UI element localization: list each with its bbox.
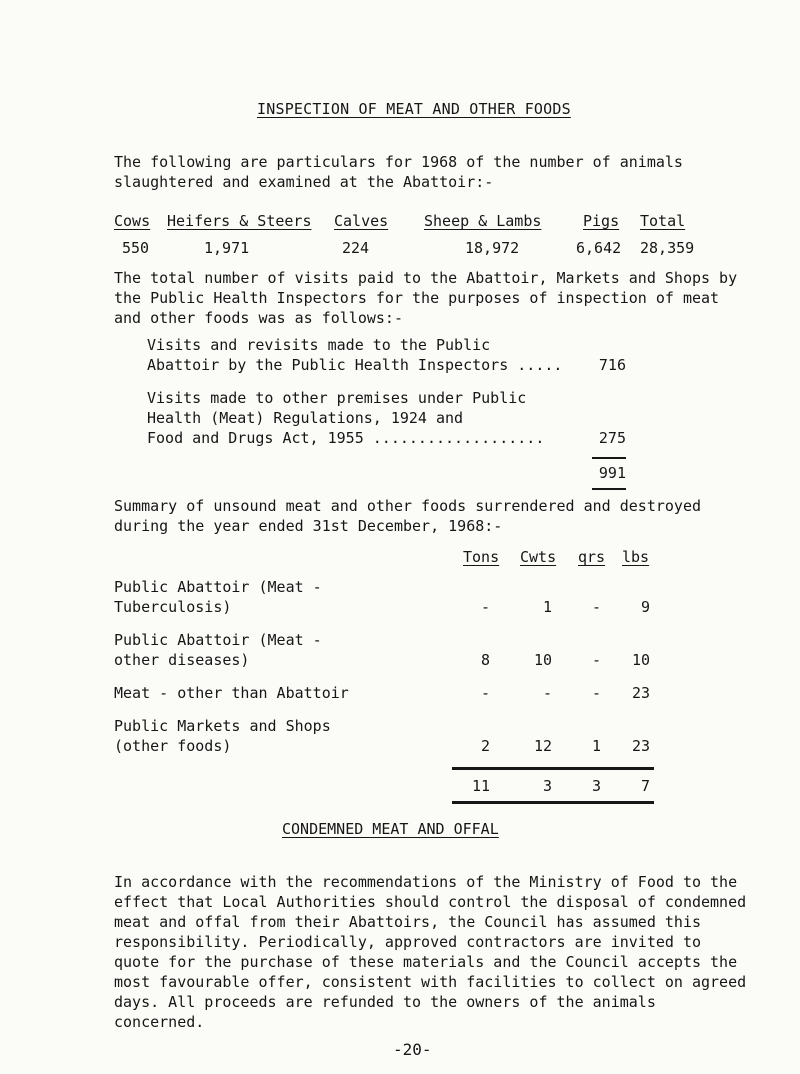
summary-row3-tons: - — [480, 684, 490, 702]
summary-row2-label-line1: Public Abattoir (Meat - — [114, 631, 322, 649]
summary-row2-lbs: 10 — [631, 651, 650, 669]
summary-row4-label-line1: Public Markets and Shops — [114, 717, 331, 735]
summary-row2-qrs: - — [591, 651, 601, 669]
summary-total-lbs: 7 — [640, 777, 650, 795]
summary-row4-qrs: 1 — [591, 737, 601, 755]
animals-value-pigs: 6,642 — [576, 239, 622, 257]
visits-item2-value: 275 — [598, 429, 626, 447]
summary-row1-label-line2: Tuberculosis) — [114, 598, 232, 616]
animals-header-calves: Calves — [334, 212, 389, 230]
summary-total-rule-top — [452, 767, 654, 770]
summary-row2-label-line2: other diseases) — [114, 651, 250, 669]
page-number: -20- — [393, 1040, 432, 1059]
summary-row2-cwts: 10 — [533, 651, 552, 669]
visits-item2-line1: Visits made to other premises under Public — [147, 389, 527, 407]
summary-total-tons: 11 — [471, 777, 490, 795]
summary-header-tons: Tons — [463, 548, 500, 566]
summary-row3-lbs: 23 — [631, 684, 650, 702]
summary-row4-cwts: 12 — [533, 737, 552, 755]
visits-item1-value: 716 — [598, 356, 626, 374]
offal-heading: CONDEMNED MEAT AND OFFAL — [282, 820, 499, 838]
summary-row1-tons: - — [480, 598, 490, 616]
summary-total-rule-bottom — [452, 801, 654, 804]
visits-total-rule — [592, 457, 626, 459]
visits-item2-line2: Health (Meat) Regulations, 1924 and — [147, 409, 464, 427]
intro-paragraph: The following are particulars for 1968 of the number of animals slaughtered and examined at the Abattoir:- — [114, 153, 683, 191]
summary-row3-label-line1: Meat - other than Abattoir — [114, 684, 349, 702]
summary-header-cwts: Cwts — [520, 548, 557, 566]
animals-value-total: 28,359 — [640, 239, 695, 257]
visits-total: 991 — [598, 464, 626, 482]
animals-value-cows: 550 — [122, 239, 150, 257]
summary-row4-label-line2: (other foods) — [114, 737, 232, 755]
summary-header-lbs: lbs — [622, 548, 650, 566]
summary-row3-cwts: - — [542, 684, 552, 702]
summary-row1-qrs: - — [591, 598, 601, 616]
summary-row2-tons: 8 — [480, 651, 490, 669]
animals-value-calves: 224 — [342, 239, 370, 257]
animals-value-heifers: 1,971 — [204, 239, 250, 257]
visits-total-double-rule — [592, 488, 626, 490]
visits-item1-line2: Abattoir by the Public Health Inspectors ..... — [147, 356, 563, 374]
animals-header-total: Total — [640, 212, 686, 230]
visits-item2-line3: Food and Drugs Act, 1955 ................... — [147, 429, 545, 447]
summary-total-qrs: 3 — [591, 777, 601, 795]
summary-row3-qrs: - — [591, 684, 601, 702]
offal-paragraph: In accordance with the recommendations of the Ministry of Food to the effect that Local Authorities should control the disposal of condemned meat and offal from their Abattoirs, the Council has assumed this responsibility. Periodically, approved contractors are invited to quote for the purchase of these materials and the Council accepts the most favourable offer, consistent with facilities to collect on agreed days. All proceeds are refunded to the owners of the animals concerned. — [114, 873, 747, 1031]
summary-row1-label-line1: Public Abattoir (Meat - — [114, 578, 322, 596]
visits-item1-line1: Visits and revisits made to the Public — [147, 336, 491, 354]
page-heading: INSPECTION OF MEAT AND OTHER FOODS — [257, 100, 571, 118]
summary-row4-lbs: 23 — [631, 737, 650, 755]
summary-row4-tons: 2 — [480, 737, 490, 755]
summary-row1-lbs: 9 — [640, 598, 650, 616]
animals-header-sheep: Sheep & Lambs — [424, 212, 542, 230]
animals-header-pigs: Pigs — [583, 212, 620, 230]
summary-intro-paragraph: Summary of unsound meat and other foods surrendered and destroyed during the year ended 31st December, 1968:- — [114, 497, 701, 535]
animals-header-heifers: Heifers & Steers — [167, 212, 312, 230]
animals-value-sheep: 18,972 — [465, 239, 520, 257]
summary-row1-cwts: 1 — [542, 598, 552, 616]
summary-total-cwts: 3 — [542, 777, 552, 795]
animals-header-cows: Cows — [114, 212, 151, 230]
visits-intro-paragraph: The total number of visits paid to the Abattoir, Markets and Shops by the Public Health Inspectors for the purposes of inspection of meat and other foods was as follows:- — [114, 269, 738, 327]
summary-header-qrs: qrs — [578, 548, 606, 566]
